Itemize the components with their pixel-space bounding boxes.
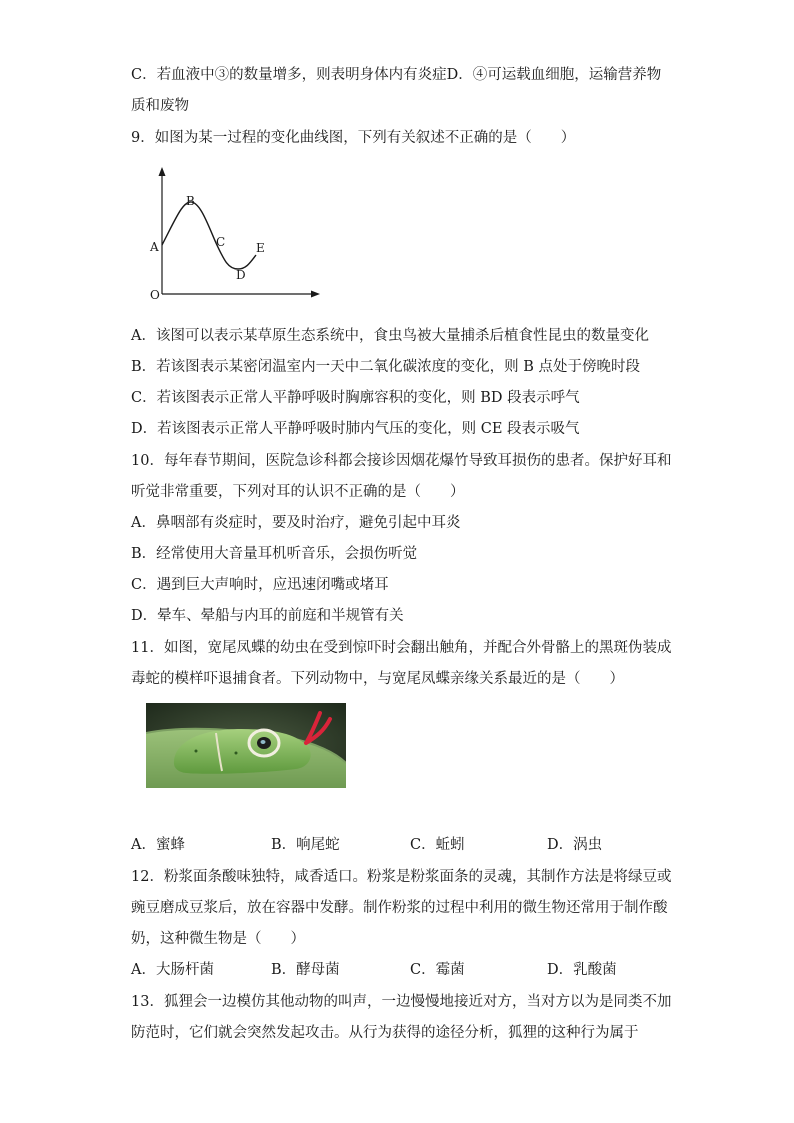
q11-option-b: B．响尾蛇 — [271, 837, 340, 853]
x-axis-arrow — [311, 291, 320, 298]
eyespot-inner — [261, 740, 266, 744]
caterpillar-photo — [146, 703, 346, 788]
y-axis-arrow — [159, 167, 166, 176]
q10-option-a: A．鼻咽部有炎症时，要及时治疗，避免引起中耳炎 — [131, 515, 461, 531]
spot-1 — [195, 750, 198, 753]
q11-options-row — [131, 835, 731, 855]
q8-option-d-line2: 质和废物 — [131, 98, 189, 114]
q11-option-c: C．蚯蚓 — [410, 837, 465, 853]
q11-option-a: A．蜜蜂 — [131, 837, 185, 853]
change-curve — [162, 202, 256, 269]
label-a: A — [150, 240, 159, 254]
spot-2 — [235, 752, 238, 755]
q10-option-c: C．遇到巨大声响时，应迅速闭嘴或堵耳 — [131, 577, 389, 593]
q9-option-b: B．若该图表示某密闭温室内一天中二氧化碳浓度的变化，则 B 点处于傍晚时段 — [131, 359, 641, 375]
q12-option-c: C．霉菌 — [410, 962, 465, 978]
q12-options-row — [131, 960, 731, 980]
q12-stem-line1: 12．粉浆面条酸味独特，咸香适口。粉浆是粉浆面条的灵魂，其制作方法是将绿豆或 — [131, 869, 672, 885]
q9-option-d: D．若该图表示正常人平静呼吸时肺内气压的变化，则 CE 段表示吸气 — [131, 421, 580, 437]
q12-option-d: D．乳酸菌 — [547, 962, 617, 978]
q10-stem-line2: 听觉非常重要，下列对耳的认识不正确的是（ ） — [131, 484, 465, 500]
q11-stem-line2: 毒蛇的模样吓退捕食者。下列动物中，与宽尾凤蝶亲缘关系最近的是（ ） — [131, 671, 624, 687]
label-e: E — [256, 241, 265, 255]
q9-curve-graph — [140, 165, 330, 310]
q12-option-b: B．酵母菌 — [271, 962, 340, 978]
q13-stem-line1: 13．狐狸会一边模仿其他动物的叫声，一边慢慢地接近对方，当对方以为是同类不加 — [131, 994, 672, 1010]
q11-stem-line1: 11．如图，宽尾凤蝶的幼虫在受到惊吓时会翻出触角，并配合外骨骼上的黑斑伪装成 — [131, 640, 672, 656]
q12-option-a: A．大肠杆菌 — [131, 962, 214, 978]
q10-stem-line1: 10．每年春节期间，医院急诊科都会接诊因烟花爆竹导致耳损伤的患者。保护好耳和 — [131, 453, 672, 469]
label-b: B — [186, 194, 195, 208]
q11-option-d: D．涡虫 — [547, 837, 603, 853]
q9-stem: 9．如图为某一过程的变化曲线图，下列有关叙述不正确的是（ ） — [131, 130, 576, 146]
q10-option-d: D．晕车、晕船与内耳的前庭和半规管有关 — [131, 608, 404, 624]
label-d: D — [236, 268, 246, 282]
q9-option-a: A．该图可以表示某草原生态系统中，食虫鸟被大量捕杀后植食性昆虫的数量变化 — [131, 328, 649, 344]
label-c: C — [216, 235, 226, 249]
q12-stem-line2: 豌豆磨成豆浆后，放在容器中发酵。制作粉浆的过程中利用的微生物还常用于制作酸 — [131, 900, 668, 916]
label-origin: O — [150, 288, 160, 302]
q8-option-cd-line1: C．若血液中③的数量增多，则表明身体内有炎症D．④可运载血细胞，运输营养物 — [131, 67, 662, 83]
q12-stem-line3: 奶，这种微生物是（ ） — [131, 931, 305, 947]
q13-stem-line2: 防范时，它们就会突然发起攻击。从行为获得的途径分析，狐狸的这种行为属于 — [131, 1025, 639, 1041]
q10-option-b: B．经常使用大音量耳机听音乐，会损伤听觉 — [131, 546, 418, 562]
q9-option-c: C．若该图表示正常人平静呼吸时胸廓容积的变化，则 BD 段表示呼气 — [131, 390, 580, 406]
